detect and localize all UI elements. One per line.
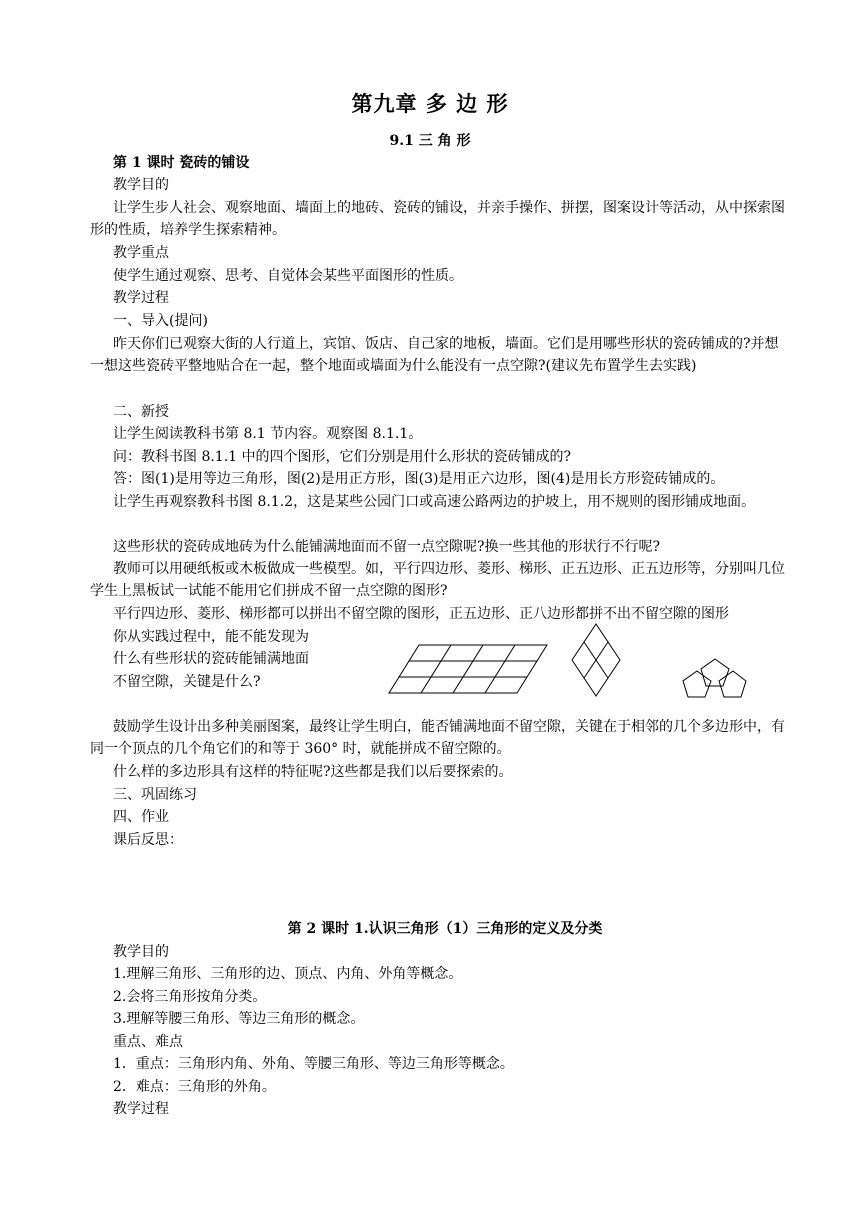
chapter-title: 第九章 多 边 形 bbox=[351, 91, 509, 116]
tiling-figures bbox=[384, 620, 784, 710]
pentagon-group-figure bbox=[683, 659, 746, 697]
lesson1-p6: 教师可以用硬纸板或木板做成一些模型。如，平行四边形、菱形、梯形、正五边形、正五边形等，分别叫几位学生上黑板试一试能不能用它们拼成不留一点空隙的图形? bbox=[90, 561, 785, 599]
lesson2-key-heading: 重点、难点 bbox=[113, 1034, 183, 1050]
lesson1-question-line2: 什么有些形状的瓷砖能铺满地面 bbox=[113, 651, 309, 667]
lesson1-p9: 什么样的多边形具有这样的特征呢?这些都是我们以后要探索的。 bbox=[113, 764, 513, 780]
lesson1-goal-text: 让学生步人社会、观察地面、墙面上的地砖、瓷砖的铺设，并亲手操作、拼摆，图案设计等活动，从中探索图形的性质，培养学生探索精神。 bbox=[90, 200, 785, 238]
lesson2-goal-2: 2.会将三角形按角分类。 bbox=[113, 989, 267, 1005]
lesson1-goal-heading: 教学目的 bbox=[113, 177, 169, 193]
lesson1-homework-heading: 四、作业 bbox=[113, 809, 169, 825]
lesson1-intro-text: 昨天你们已观察大街的人行道上，宾馆、饭店、自己家的地板，墙面。它们是用哪些形状的瓷砖铺成的?并想一想这些瓷砖平整地贴合在一起，整个地面或墙面为什么能没有一点空隙?(建议先布置学生去实践) bbox=[90, 336, 779, 374]
rhombus-tiling-figure bbox=[572, 624, 620, 696]
lesson1-p7: 平行四边形、菱形、梯形都可以拼出不留空隙的图形，正五边形、正八边形都拼不出不留空隙的图形 bbox=[113, 606, 729, 622]
lesson2-title: 第 2 课时 1.认识三角形（1）三角形的定义及分类 bbox=[287, 921, 603, 937]
lesson2-goal-heading: 教学目的 bbox=[113, 944, 169, 960]
lesson1-reflection-heading: 课后反思： bbox=[113, 832, 183, 848]
lesson2-key-1: 1．重点：三角形内角、外角、等腰三角形、等边三角形等概念。 bbox=[113, 1056, 514, 1072]
lesson1-p1: 让学生阅读教科书第 8.1 节内容。观察图 8.1.1。 bbox=[113, 426, 423, 442]
lesson2-process-heading: 教学过程 bbox=[113, 1101, 169, 1117]
lesson2-goal-1: 1.理解三角形、三角形的边、顶点、内角、外角等概念。 bbox=[113, 966, 463, 982]
lesson1-new-heading: 二、新授 bbox=[113, 404, 169, 420]
lesson1-question-line1: 你从实践过程中，能不能发现为 bbox=[113, 629, 309, 645]
lesson2-goal-3: 3.理解等腰三角形、等边三角形的概念。 bbox=[113, 1011, 365, 1027]
lesson1-process-heading: 教学过程 bbox=[113, 290, 169, 306]
lesson1-p2: 问：教科书图 8.1.1 中的四个图形，它们分别是用什么形状的瓷砖铺成的? bbox=[113, 449, 572, 465]
section-title: 9.1 三 角 形 bbox=[389, 133, 471, 149]
lesson2-key-2: 2．难点：三角形的外角。 bbox=[113, 1079, 276, 1095]
lesson1-key-text: 使学生通过观察、思考、自觉体会某些平面图形的性质。 bbox=[113, 268, 463, 284]
lesson1-intro-heading: 一、导入(提问) bbox=[113, 313, 208, 329]
lesson1-practice-heading: 三、巩固练习 bbox=[113, 787, 197, 803]
lesson1-title: 第 1 课时 瓷砖的铺设 bbox=[113, 155, 250, 171]
parallelogram-grid-figure bbox=[389, 645, 547, 693]
lesson1-key-heading: 教学重点 bbox=[113, 245, 169, 261]
lesson1-p3: 答：图(1)是用等边三角形，图(2)是用正方形，图(3)是用正六边形，图(4)是用长方形瓷砖铺成的。 bbox=[113, 471, 725, 487]
lesson1-p4: 让学生再观察教科书图 8.1.2，这是某些公园门口或高速公路两边的护坡上，用不规则的图形铺成地面。 bbox=[113, 494, 756, 510]
lesson1-p8: 鼓励学生设计出多种美丽图案，最终让学生明白，能否铺满地面不留空隙，关键在于相邻的几个多边形中，有同一个顶点的几个角它们的和等于 360° 时，就能拼成不留空隙的。 bbox=[90, 719, 785, 757]
lesson1-p5: 这些形状的瓷砖成地砖为什么能铺满地面而不留一点空隙呢?换一些其他的形状行不行呢? bbox=[113, 539, 661, 555]
lesson1-question-line3: 不留空隙，关键是什么? bbox=[113, 674, 261, 690]
